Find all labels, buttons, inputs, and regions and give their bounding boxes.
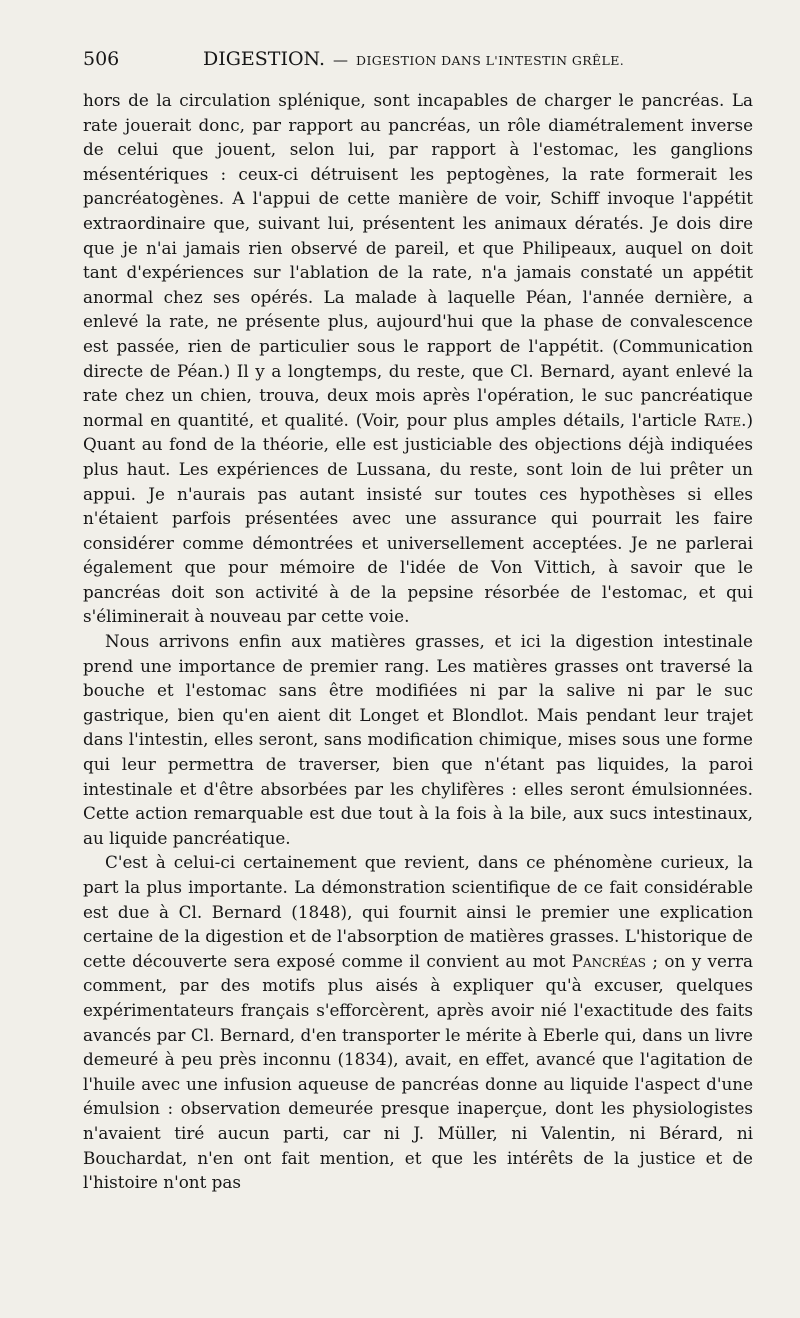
running-subtitle: DIGESTION DANS L'INTESTIN GRÊLE. — [356, 53, 625, 68]
page-number: 506 — [83, 48, 120, 70]
small-caps-pancreas: Pancréas — [571, 950, 647, 971]
title-dash: — — [333, 51, 349, 69]
running-header — [83, 48, 753, 88]
paragraph-1-text-a: hors de la circulation splénique, sont incapables de charger le pancréas. La rate jouerait donc, par rapport au pancréas, un rôle diamétralement inverse de celui que jouent, selon lui, par rapport à l'estomac, les ganglions mésentériques : ceux-ci détruisent les peptogènes, la rate formerait les pancréatogènes. A l'appui de cette manière de voir, Schiff invoque l'appétit extraordinaire que, suivant lui, présentent les animaux dératés. Je dois dire que je n'ai jamais rien observé de pareil, et que Philipeaux, auquel on doit tant d'expériences sur l'ablation de la rate, n'a jamais constaté un appétit anormal chez ses opérés. La malade à laquelle Péan, l'année dernière, a enlevé la rate, ne présente plus, aujourd'hui que la phase de convalescence est passée, rien de particulier sous le rapport de l'appétit. (Communication directe de Péan.) Il y a longtemps, du reste, que Cl. Bernard, ayant enlevé la rate chez un chien, trouva, deux mois après l'opération, le suc pancréatique normal en quantité, et qualité. (Voir, pour plus amples détails, l'article — [83, 90, 753, 430]
paragraph-3-text-b: ; on y verra comment, par des motifs plus aisés à expliquer qu'à excuser, quelques expérimentateurs français s'efforcèrent, après avoir nié l'exactitude des faits avancés par Cl. Bernard, d'en transporter le mérite à Eberle qui, dans un livre demeuré à peu près inconnu (1834), avait, en effet, avancé que l'agitation de l'huile avec une infusion aqueuse de pancréas donne au liquide l'aspect d'une émulsion : observation demeurée presque inaperçue, dont les physiologistes n'avaient tiré aucun parti, car ni J. Müller, ni Valentin, ni Bérard, ni Bouchardat, n'en ont fait mention, et que les intérêts de la justice et de l'histoire n'ont pas — [83, 950, 754, 1193]
paragraph-2 — [83, 629, 753, 850]
paragraph-2-text: Nous arrivons enfin aux matières grasses, et ici la digestion intestinale prend une importance de premier rang. Les matières grasses ont traversé la bouche et l'estomac sans être modifiées ni par la salive ni par le suc gastrique, bien qu'en aient dit Longet et Blondlot. Mais pendant leur trajet dans l'intestin, elles seront, sans modification chimique, mises sous une forme qui leur permettra de traverser, bien que n'étant pas liquides, la paroi intestinale et d'être absorbées par les chylifères : elles seront émulsionnées. Cette action remarquable est due tout à la fois à la bile, aux sucs intestinaux, au liquide pancréatique. — [83, 631, 753, 848]
paragraph-1 — [83, 88, 753, 629]
paragraph-3 — [83, 850, 753, 1194]
body-text — [83, 88, 753, 1195]
small-caps-rate: Rate — [703, 409, 742, 430]
running-title: DIGESTION. — [203, 48, 326, 70]
book-page — [83, 48, 753, 1195]
paragraph-3-text-a: C'est à celui-ci certainement que revient, dans ce phénomène curieux, la part la plus importante. La démonstration scientifique de ce fait considérable est due à Cl. Bernard (1848), qui fournit ainsi le premier une explication certaine de la digestion et de l'absorption de matières grasses. L'historique de cette découverte sera exposé comme il convient au mot — [83, 852, 753, 971]
paragraph-1-text-b: .) Quant au fond de la théorie, elle est justiciable des objections déjà indiquées plus haut. Les expériences de Lussana, du reste, sont loin de lui prêter un appui. Je n'aurais pas autant insisté sur toutes ces hypothèses si elles n'étaient parfois présentées avec une assurance qui pourrait les faire considérer comme démontrées et universellement acceptées. Je ne parlerai également que pour mémoire de l'idée de Von Vittich, à savoir que le pancréas doit son activité à de la pepsine résorbée de l'estomac, et qui s'éliminerait à nouveau par cette voie. — [83, 409, 753, 627]
